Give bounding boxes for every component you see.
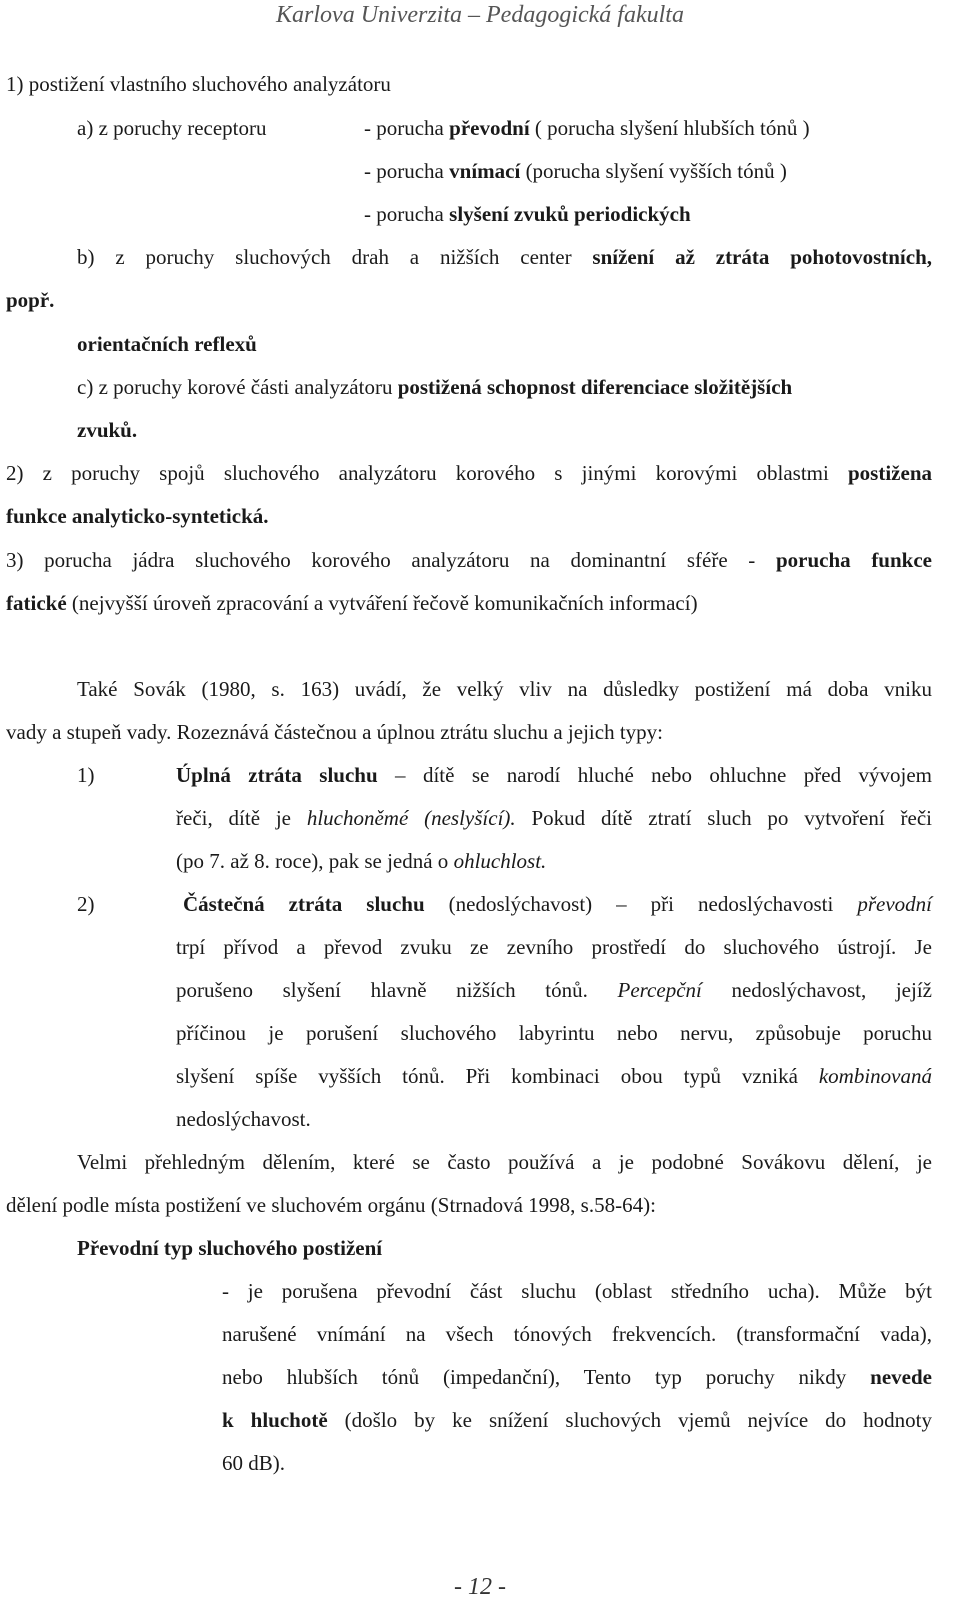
text-line: c) z poruchy korové části analyzátoru postižená schopnost diferenciace složitějších	[77, 375, 793, 399]
section-heading: Převodní typ sluchového postižení	[77, 1236, 383, 1260]
text-line: narušené vnímání na všech tónových frekvencích. (transformační vada),	[222, 1322, 932, 1346]
text-line: nebo hlubších tónů (impedanční), Tento typ poruchy nikdy nevede	[222, 1365, 932, 1389]
text-line: Částečná ztráta sluchu (nedoslýchavost) – při nedoslýchavosti převodní	[183, 892, 932, 916]
text-line: a) z poruchy receptoru	[77, 116, 267, 140]
text-line: dělení podle místa postižení ve sluchovém orgánu (Strnadová 1998, s.58-64):	[6, 1193, 656, 1217]
text-line: Úplná ztráta sluchu – dítě se narodí hluché nebo ohluchne před vývojem	[176, 763, 932, 787]
text-line: Velmi přehledným dělením, které se často používá a je podobné Sovákovu dělení, je	[77, 1150, 932, 1174]
text-line: b) z poruchy sluchových drah a nižších center snížení až ztráta pohotovostních,	[77, 245, 932, 269]
text-line: - porucha převodní ( porucha slyšení hlubších tónů )	[364, 116, 810, 140]
text-line: 1) postižení vlastního sluchového analyzátoru	[6, 72, 391, 96]
text-line: 60 dB).	[222, 1451, 285, 1475]
text-line: vady a stupeň vady. Rozeznává částečnou a úplnou ztrátu sluchu a jejich typy:	[6, 720, 663, 744]
text-line: příčinou je porušení sluchového labyrintu nebo nervu, způsobuje poruchu	[176, 1021, 932, 1045]
text-line: slyšení spíše vyšších tónů. Při kombinaci obou typů vzniká kombinovaná	[176, 1064, 932, 1088]
text-line: řeči, dítě je hluchoněmé (neslyšící). Pokud dítě ztratí sluch po vytvoření řeči	[176, 806, 932, 830]
text-line: - porucha slyšení zvuků periodických	[364, 202, 691, 226]
text-line: zvuků.	[77, 418, 138, 442]
text-line: - porucha vnímací (porucha slyšení vyšších tónů )	[364, 159, 787, 183]
text-line: k hluchotě (došlo by ke snížení sluchových vjemů nejvíce do hodnoty	[222, 1408, 932, 1432]
list-number: 2)	[77, 892, 95, 916]
text-line: orientačních reflexů	[77, 332, 257, 356]
text-line: Také Sovák (1980, s. 163) uvádí, že velký vliv na důsledky postižení má doba vniku	[77, 677, 932, 701]
text-line: funkce analyticko-syntetická.	[6, 504, 269, 528]
text-line: 3) porucha jádra sluchového korového analyzátoru na dominantní sféře - porucha funkce	[6, 548, 932, 572]
text-line: popř.	[6, 288, 55, 312]
page-header: Karlova Univerzita – Pedagogická fakulta	[276, 2, 684, 28]
text-line: trpí přívod a převod zvuku ze zevního prostředí do sluchového ústrojí. Je	[176, 935, 932, 959]
text-line: 2) z poruchy spojů sluchového analyzátoru korového s jinými korovými oblastmi postižena	[6, 461, 932, 485]
text-line: fatické (nejvyšší úroveň zpracování a vytváření řečově komunikačních informací)	[6, 591, 698, 615]
page-number: - 12 -	[454, 1574, 506, 1600]
list-number: 1)	[77, 763, 95, 787]
text-line: nedoslýchavost.	[176, 1107, 311, 1131]
text-line: (po 7. až 8. roce), pak se jedná o ohluchlost.	[176, 849, 547, 873]
text-line: - je porušena převodní část sluchu (oblast středního ucha). Může být	[222, 1279, 932, 1303]
text-line: porušeno slyšení hlavně nižších tónů. Percepční nedoslýchavost, jejíž	[176, 978, 932, 1002]
